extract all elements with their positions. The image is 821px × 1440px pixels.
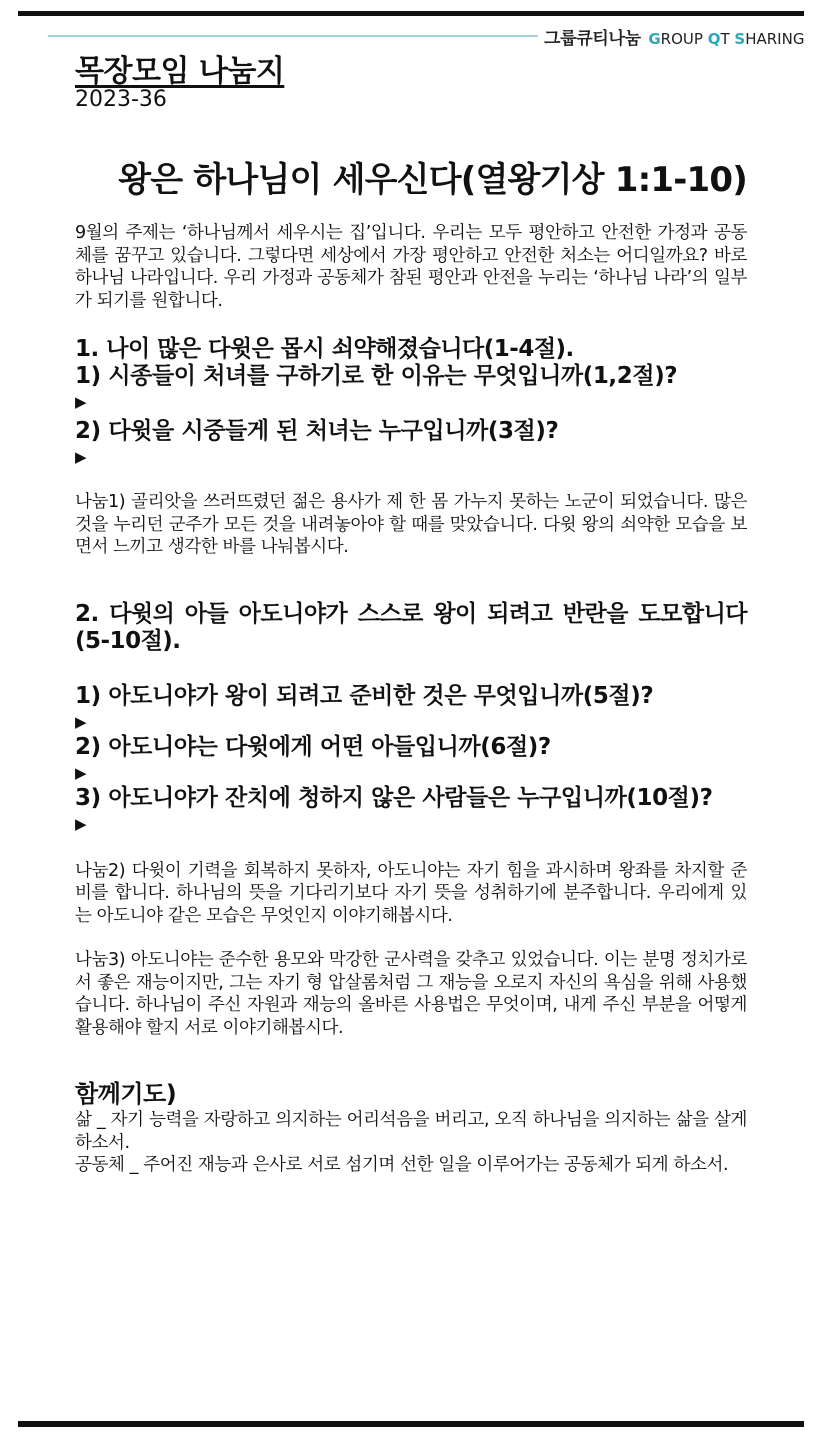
section2-question-1: 1) 아도니야가 왕이 되려고 준비한 것은 무엇입니까(5절)? — [75, 682, 654, 709]
sermon-title: 왕은 하나님이 세우신다(열왕기상 1:1-10) — [118, 160, 747, 200]
answer-arrow-icon: ▶ — [75, 448, 87, 466]
prayer-community: 공동체 _ 주어진 재능과 은사로 서로 섬기며 선한 일을 이루어가는 공동체가 되게 하소서. — [75, 1155, 729, 1175]
answer-arrow-icon: ▶ — [75, 814, 87, 833]
prayer-life: 삶 _ 자기 능력을 자랑하고 의지하는 어리석음을 버리고, 오직 하나님을 의지하는 삶을 살게 하소서. — [75, 1110, 747, 1153]
section1-heading: 1. 나이 많은 다윗은 몹시 쇠약해졌습니다(1-4절). — [75, 336, 574, 362]
intro-paragraph: 9월의 주제는 ‘하나님께서 세우시는 집’입니다. 우리는 모두 평안하고 안전한 가정과 공동체를 꿈꾸고 있습니다. 그렇다면 세상에서 가장 평안하고 안전한 처소는 어디일까요? 바로 하나님 나라입니다. 우리 가정과 공동체가 참된 평안과 안전을 누리는 ‘하나님 나라’의 일부가 되기를 원합니다. — [75, 223, 747, 311]
bottom-border — [18, 1421, 804, 1427]
section2-question-3: 3) 아도니야가 잔치에 청하지 않은 사람들은 누구입니까(10절)? — [75, 784, 713, 811]
header-accent-line — [48, 35, 538, 37]
share-3-paragraph: 나눔3) 아도니야는 준수한 용모와 막강한 군사력을 갖추고 있었습니다. 이는 분명 정치가로서 좋은 재능이지만, 그는 자기 형 압살롬처럼 그 재능을 오로지 자신의 욕심을 위해 사용했습니다. 하나님이 주신 자원과 재능의 올바른 사용법은 무엇이며, 내게 주신 부분을 어떻게 활용해야 할지 서로 이야기해봅시다. — [75, 950, 747, 1038]
top-border — [18, 11, 804, 16]
section2-heading: 2. 다윗의 아들 아도니야가 스스로 왕이 되려고 반란을 도모합니다(5-10절). — [75, 600, 747, 654]
answer-arrow-icon: ▶ — [75, 712, 87, 731]
section1-question-2: 2) 다윗을 시중들게 된 처녀는 누구입니까(3절)? — [75, 418, 559, 444]
brand-logo — [544, 24, 804, 49]
issue-number: 2023-36 — [75, 87, 167, 112]
section1-question-1: 1) 시종들이 처녀를 구하기로 한 이유는 무엇입니까(1,2절)? — [75, 363, 678, 389]
answer-arrow-icon: ▶ — [75, 763, 87, 782]
section2-question-2: 2) 아도니야는 다윗에게 어떤 아들입니까(6절)? — [75, 733, 551, 760]
share-1-paragraph: 나눔1) 골리앗을 쓰러뜨렸던 젊은 용사가 제 한 몸 가누지 못하는 노군이 되었습니다. 많은 것을 누리던 군주가 모든 것을 내려놓아야 할 때를 맞았습니다. 다윗 왕의 쇠약한 모습을 보면서 느끼고 생각한 바를 나눠봅시다. — [75, 492, 747, 557]
share-2-paragraph: 나눔2) 다윗이 기력을 회복하지 못하자, 아도니야는 자기 힘을 과시하며 왕좌를 차지할 준비를 합니다. 하나님의 뜻을 기다리기보다 자기 뜻을 성취하기에 분주합니다. 우리에게 있는 아도니야 같은 모습은 무엇인지 이야기해봅시다. — [75, 860, 747, 926]
prayer-title: 함께기도) — [75, 1080, 177, 1108]
answer-arrow-icon: ▶ — [75, 393, 87, 411]
page-title: 목장모임 나눔지 — [75, 54, 285, 89]
sheet-content — [75, 54, 747, 1177]
brand-english: GROUP QT SHARING — [648, 30, 805, 48]
brand-korean: 그룹큐티나눔 — [544, 29, 641, 49]
